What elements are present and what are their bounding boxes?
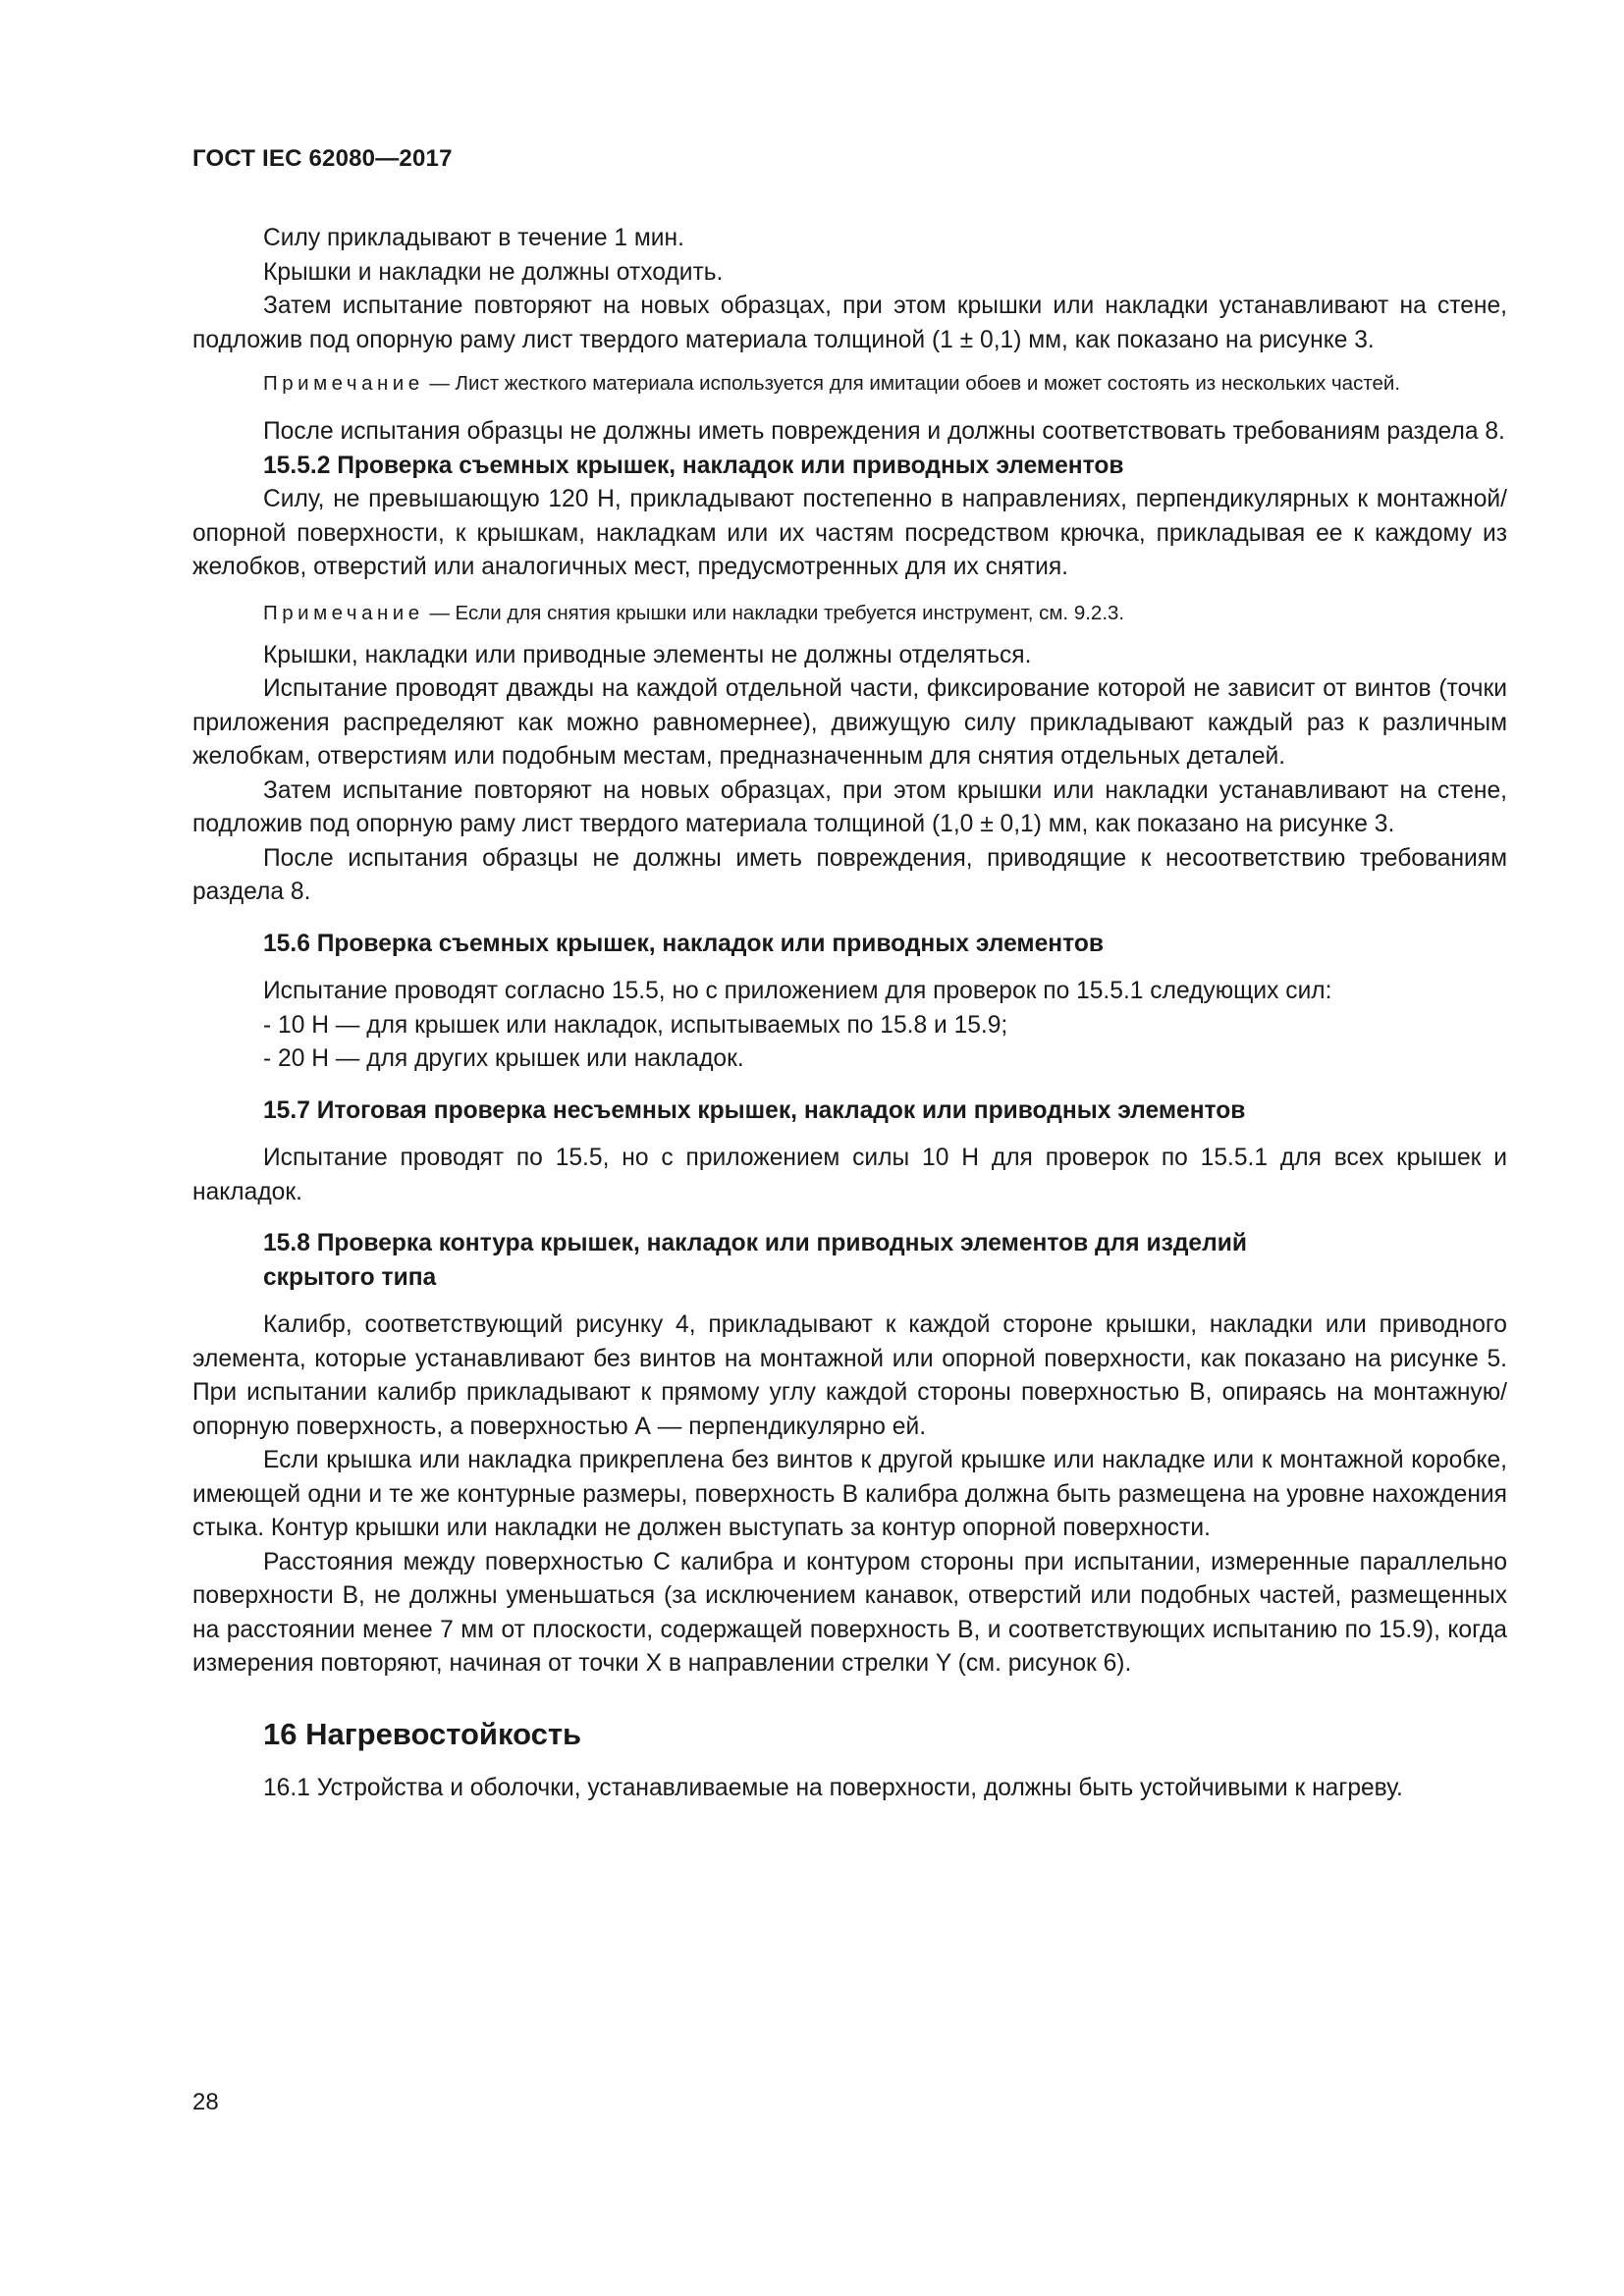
paragraph: Если крышка или накладка прикреплена без винтов к другой крышке или накладке или к монтажной коробке, имеющей одни и те же контурные размеры, поверхность В калибра должна быть размещена на уровне нахождения стыка. Контур крышки или накладки не должен выступать за контур опорной поверхности. [192,1447,1507,1541]
note [192,600,1507,627]
document-header: ГОСТ IEC 62080—2017 [192,145,453,172]
paragraph: Калибр, соответствующий рисунку 4, прикладывают к каждой стороне крышки, накладки или приводного элемента, которые устанавливают без винтов на монтажной или опорной поверхности, как показано на рисунке 5. При испытании калибр прикладывают к прямому углу каждой стороны поверхностью В, опираясь на монтажную/опорную поверхность, а поверхностью А — перпендикулярно ей. [192,1311,1507,1440]
paragraph: 16.1 Устройства и оболочки, устанавливаемые на поверхности, должны быть устойчивыми к нагреву. [263,1774,1403,1801]
list-item: - 10 Н — для крышек или накладок, испытываемых по 15.8 и 15.9; [263,1011,1008,1039]
note-label: Примечание [263,601,424,624]
note-text: — Лист жесткого материала используется для имитации обоев и может состоять из нескольких частей. [423,372,1401,395]
paragraph: Расстояния между поверхностью С калибра и контуром стороны при испытании, измеренные параллельно поверхности В, не должны уменьшаться (за исключением канавок, отверстий или подобных частей, размещенных на расстоянии менее 7 мм от плоскости, содержащей поверхность В, и соответствующих испытанию по 15.9), когда измерения повторяют, начиная от точки X в направлении стрелки Y (см. рисунок 6). [192,1548,1507,1677]
section-heading-15-7: 15.7 Итоговая проверка несъемных крышек, накладок или приводных элементов [263,1096,1246,1124]
paragraph: Силу, не превышающую 120 Н, прикладывают постепенно в направлениях, перпендикулярных к монтажной/опорной поверхности, к крышкам, накладкам или их частям посредством крючка, прикладывая ее к каждому из желобков, отверстий или аналогичных мест, предусмотренных для их снятия. [192,486,1507,580]
section-heading-16: 16 Нагревостойкость [263,1716,582,1751]
section-heading-15-5-2: 15.5.2 Проверка съемных крышек, накладок или приводных элементов [263,452,1124,479]
section-heading-15-6: 15.6 Проверка съемных крышек, накладок или приводных элементов [263,930,1105,957]
paragraph: Затем испытание повторяют на новых образцах, при этом крышки или накладки устанавливают на стене, подложив под опорную раму лист твердого материала толщиной (1 ± 0,1) мм, как показано на рисунке 3. [192,293,1507,353]
note [192,370,1507,398]
note-label: Примечание [263,372,424,395]
document-body [192,222,1507,1805]
paragraph: Крышки, накладки или приводные элементы не должны отделяться. [263,641,1032,668]
page-number: 28 [192,2089,219,2115]
paragraph: Испытание проводят по 15.5, но с приложением силы 10 Н для проверок по 15.5.1 для всех крышек и накладок. [192,1145,1507,1205]
list-item: - 20 Н — для других крышек или накладок. [263,1045,744,1072]
note-text: — Если для снятия крышки или накладки требуется инструмент, см. 9.2.3. [423,601,1125,624]
paragraph: Испытание проводят дважды на каждой отдельной части, фиксирование которой не зависит от винтов (точки приложения распределяют как можно равномернее), движущую силу прикладывают каждый раз к различным желобкам, отверстиям или подобным местам, предназначенным для снятия отдельных деталей. [192,675,1507,770]
paragraph: Затем испытание повторяют на новых образцах, при этом крышки или накладки устанавливают на стене, подложив под опорную раму лист твердого материала толщиной (1,0 ± 0,1) мм, как показано на рисунке 3. [192,776,1507,837]
paragraph: Испытание проводят согласно 15.5, но с приложением для проверок по 15.5.1 следующих сил: [263,978,1332,1004]
heading-line: скрытого типа [263,1263,437,1291]
paragraph: Силу прикладывают в течение 1 мин. [263,225,684,251]
paragraph: После испытания образцы не должны иметь повреждения, приводящие к несоответствию требованиям раздела 8. [192,844,1507,905]
heading-line: 15.8 Проверка контура крышек, накладок или приводных элементов для изделий [263,1230,1247,1256]
paragraph: Крышки и накладки не должны отходить. [263,258,724,286]
section-heading-15-8 [192,1227,1507,1295]
paragraph: После испытания образцы не должны иметь повреждения и должны соответствовать требованиям раздела 8. [263,418,1505,445]
